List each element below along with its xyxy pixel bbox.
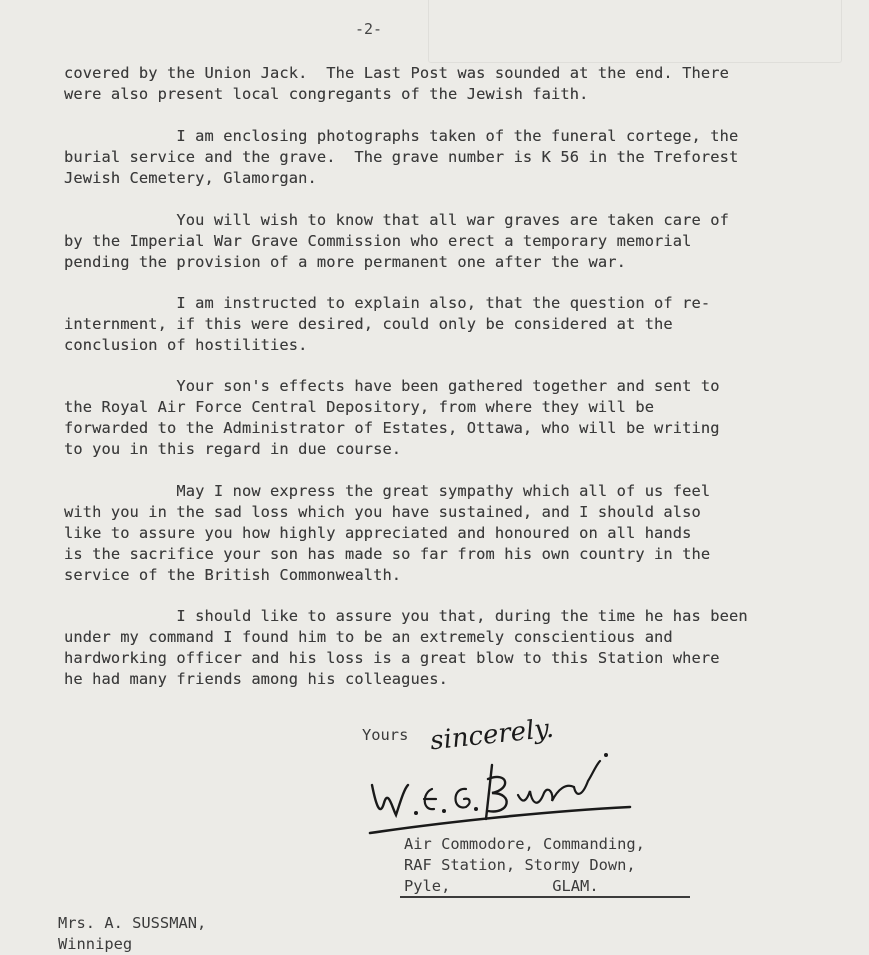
closing-typed: Yours (362, 726, 409, 744)
paragraph-4 (64, 293, 824, 356)
text-line: he had many friends among his colleagues. (64, 670, 449, 688)
text-line: burial service and the grave. The grave number is K 56 in the Treforest (64, 148, 739, 166)
addressee-name: Mrs. A. SUSSMAN, (58, 914, 207, 932)
paragraph-1 (64, 63, 824, 105)
paragraph-5 (64, 376, 824, 460)
text-line: pending the provision of a more permanent one after the war. (64, 253, 626, 271)
text-line: I am enclosing photographs taken of the funeral cortege, the (64, 127, 739, 145)
text-line: I am instructed to explain also, that the question of re- (64, 294, 711, 312)
signature-location-line: Pyle, GLAM. (404, 877, 599, 895)
signature-title-line: Air Commodore, Commanding, (404, 835, 645, 853)
text-line: conclusion of hostilities. (64, 336, 308, 354)
signature-underline (400, 896, 690, 898)
faded-stamp (428, 0, 842, 63)
paragraph-2 (64, 126, 824, 189)
text-line: May I now express the great sympathy which all of us feel (64, 482, 711, 500)
signature-block (404, 834, 645, 897)
text-line: like to assure you how highly appreciated and honoured on all hands (64, 524, 692, 542)
signature-station-line: RAF Station, Stormy Down, (404, 856, 636, 874)
text-line: Your son's effects have been gathered together and sent to (64, 377, 720, 395)
addressee-block (58, 913, 206, 955)
text-line: internment, if this were desired, could only be considered at the (64, 315, 673, 333)
text-line: is the sacrifice your son has made so far from his own country in the (64, 545, 711, 563)
paragraph-7 (64, 606, 824, 690)
text-line: service of the British Commonwealth. (64, 566, 402, 584)
text-line: under my command I found him to be an extremely conscientious and (64, 628, 673, 646)
text-line: You will wish to know that all war graves are taken care of (64, 211, 729, 229)
text-line: with you in the sad loss which you have sustained, and I should also (64, 503, 701, 521)
text-line: by the Imperial War Grave Commission who erect a temporary memorial (64, 232, 692, 250)
text-line: to you in this regard in due course. (64, 440, 402, 458)
text-line: the Royal Air Force Central Depository, from where they will be (64, 398, 655, 416)
text-line: forwarded to the Administrator of Estates, Ottawa, who will be writing (64, 419, 720, 437)
text-line: hardworking officer and his loss is a great blow to this Station where (64, 649, 720, 667)
closing-handwritten: sincerely. (428, 713, 556, 757)
text-line: Jewish Cemetery, Glamorgan. (64, 169, 317, 187)
text-line: were also present local congregants of the Jewish faith. (64, 85, 589, 103)
addressee-city: Winnipeg (58, 935, 133, 953)
paragraph-6 (64, 481, 824, 586)
handwritten-signature (362, 745, 692, 845)
page-number: -2- (355, 20, 383, 38)
text-line: I should like to assure you that, during the time he has been (64, 607, 748, 625)
text-line: covered by the Union Jack. The Last Post was sounded at the end. There (64, 64, 729, 82)
paragraph-3 (64, 210, 824, 273)
